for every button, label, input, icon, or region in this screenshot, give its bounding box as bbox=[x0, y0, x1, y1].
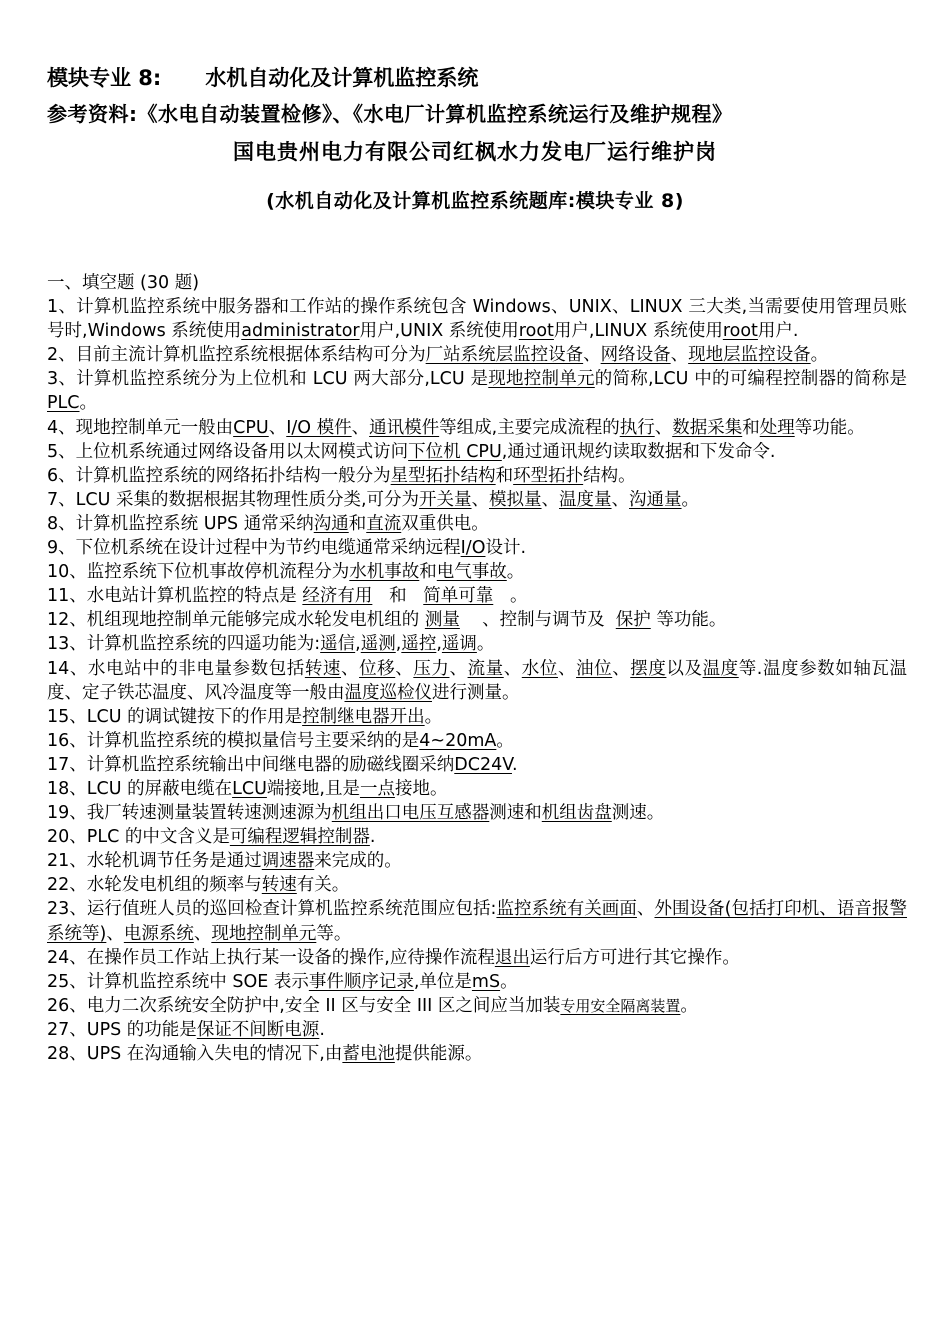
question-19: 19、我厂转速测量装置转速测速源为机组出口电压互感器测速和机组齿盘测速。 bbox=[47, 803, 665, 824]
answer: 可编程逻辑控制器 bbox=[229, 827, 370, 848]
answer: 保护 bbox=[615, 610, 651, 631]
company-line: 国电贵州电力有限公司红枫水力发电厂运行维护岗 bbox=[233, 140, 717, 164]
answer: 控制继电器开出 bbox=[302, 706, 425, 727]
answer: 遥调 bbox=[441, 634, 477, 655]
question-21: 21、水轮机调节任务是通过调速器来完成的。 bbox=[47, 851, 402, 872]
question-24: 24、在操作员工作站上执行某一设备的操作,应待操作流程退出运行后方可进行其它操作。 bbox=[47, 947, 740, 968]
answer: 遥测 bbox=[360, 634, 396, 655]
section-title: 一、填空题 (30 题) bbox=[47, 273, 200, 293]
answer: 油位 bbox=[576, 658, 613, 679]
question-14: 14、水电站中的非电量参数包括转速、位移、压力、流量、水位、油位、摆度以及温度等.温度参数如轴瓦温度、定子铁芯温度、风冷温度等一般由温度巡检仪进行测量。 bbox=[47, 658, 907, 703]
answer: 摆度 bbox=[630, 658, 667, 679]
question-1: 1、计算机监控系统中服务器和工作站的操作系统包含 Windows、UNIX、LINUX 三大类,当需要使用管理员账号时,Windows 系统使用administrator用户,UNIX 系统使用root用户,LINUX 系统使用root用户. bbox=[47, 297, 907, 342]
answer: 经济有用 bbox=[302, 586, 373, 607]
question-25: 25、计算机监控系统中 SOE 表示事件顺序记录,单位是mS。 bbox=[47, 971, 518, 992]
answer: 现地控制单元 bbox=[488, 369, 595, 390]
answer: 直流 bbox=[366, 513, 402, 534]
answer: 保证不间断电源 bbox=[196, 1019, 320, 1040]
question-26: 26、电力二次系统安全防护中,安全 II 区与安全 III 区之间应当加装专用安全隔离装置。 bbox=[47, 995, 698, 1016]
answer: 现地层监控设备 bbox=[688, 345, 811, 366]
answer: 开关量 bbox=[419, 489, 472, 510]
question-3: 3、计算机监控系统分为上位机和 LCU 两大部分,LCU 是现地控制单元的简称,LCU 中的可编程控制器的简称是PLC。 bbox=[47, 369, 907, 414]
question-6: 6、计算机监控系统的网络拓扑结构一般分为星型拓扑结构和环型拓扑结构。 bbox=[47, 465, 636, 486]
answer: 温度 bbox=[702, 658, 739, 679]
question-28: 28、UPS 在沟通输入失电的情况下,由蓄电池提供能源。 bbox=[47, 1044, 483, 1064]
answer: 电源系统 bbox=[123, 923, 194, 944]
answer: root bbox=[518, 321, 554, 342]
question-12: 12、机组现地控制单元能够完成水轮发电机组的 测量 、控制与调节及 保护 等功能。 bbox=[47, 610, 727, 631]
module-heading bbox=[47, 62, 478, 92]
question-2: 2、目前主流计算机监控系统根据体系结构可分为厂站系统层监控设备、网络设备、现地层监控设备。 bbox=[47, 345, 829, 366]
answer: 4~20mA bbox=[419, 730, 497, 751]
answer: 通讯模件 bbox=[369, 417, 440, 438]
answer: 水位 bbox=[521, 658, 558, 679]
answer: CPU bbox=[233, 417, 269, 438]
question-4: 4、现地控制单元一般由CPU、I/O 模件、通讯模件等组成,主要完成流程的执行、数据采集和处理等功能。 bbox=[47, 417, 865, 438]
answer: 一点 bbox=[359, 778, 395, 799]
answer: LCU bbox=[232, 778, 267, 799]
question-27: 27、UPS 的功能是保证不间断电源. bbox=[47, 1019, 325, 1040]
answer: 遥信 bbox=[320, 634, 356, 655]
answer: 水机事故 bbox=[349, 562, 420, 583]
answer: I/O 模件 bbox=[286, 417, 352, 438]
answer: 星型拓扑结构 bbox=[390, 465, 496, 486]
answer: 机组齿盘 bbox=[541, 803, 612, 824]
question-16: 16、计算机监控系统的模拟量信号主要采纳的是4~20mA。 bbox=[47, 730, 514, 751]
question-8: 8、计算机监控系统 UPS 通常采纳沟通和直流双重供电。 bbox=[47, 513, 489, 534]
answer: 机组出口电压互感器 bbox=[331, 803, 490, 824]
answer: mS bbox=[471, 971, 501, 992]
answer: 温度量 bbox=[559, 489, 612, 510]
answer: 转速 bbox=[261, 875, 297, 896]
answer: 沟通量 bbox=[629, 489, 682, 510]
answer: 执行 bbox=[619, 417, 655, 438]
answer: administrator bbox=[241, 321, 360, 342]
answer: 厂站系统层监控设备 bbox=[425, 345, 584, 366]
answer: 事件顺序记录 bbox=[308, 971, 414, 992]
answer: I/O bbox=[460, 538, 486, 559]
question-list bbox=[47, 271, 907, 1066]
answer: 测量 bbox=[424, 610, 460, 631]
answer: 专用安全隔离装置 bbox=[560, 996, 681, 1015]
answer: 下位机 CPU bbox=[408, 441, 502, 462]
answer: 处理 bbox=[759, 417, 795, 438]
answer: 沟通 bbox=[313, 513, 349, 534]
question-13: 13、计算机监控系统的四遥功能为:遥信,遥测,遥控,遥调。 bbox=[47, 634, 495, 655]
answer: 退出 bbox=[494, 947, 530, 968]
module-label: 模块专业 8: bbox=[47, 66, 162, 90]
answer: 简单可靠 bbox=[423, 586, 494, 607]
question-15: 15、LCU 的调试键按下的作用是控制继电器开出。 bbox=[47, 706, 443, 727]
answer: PLC bbox=[47, 393, 80, 414]
answer: root bbox=[722, 321, 758, 342]
answer: 调速器 bbox=[261, 851, 315, 872]
answer: 监控系统有关画面 bbox=[496, 899, 637, 920]
answer: 温度巡检仪 bbox=[344, 682, 432, 703]
references-line: 参考资料:《水电自动装置检修》、《水电厂计算机监控系统运行及维护规程》 bbox=[47, 102, 733, 126]
question-7: 7、LCU 采集的数据根据其物理性质分类,可分为开关量、模拟量、温度量、沟通量。 bbox=[47, 489, 700, 510]
question-23: 23、运行值班人员的巡回检查计算机监控系统范围应包括:监控系统有关画面、外围设备(包括打印机、语音报警系统等)、电源系统、现地控制单元等。 bbox=[47, 899, 908, 944]
answer: 数据采集 bbox=[672, 417, 743, 438]
answer: 流量 bbox=[467, 658, 504, 679]
answer: 电气事故 bbox=[436, 562, 507, 583]
answer: 遥控 bbox=[401, 634, 437, 655]
answer: 现地控制单元 bbox=[211, 923, 317, 944]
question-11: 11、水电站计算机监控的特点是 经济有用 和 简单可靠 。 bbox=[47, 586, 528, 607]
question-17: 17、计算机监控系统输出中间继电器的励磁线圈采纳DC24V. bbox=[47, 754, 518, 775]
question-5: 5、上位机系统通过网络设备用以太网模式访问下位机 CPU,通过通讯规约读取数据和下发命令. bbox=[47, 441, 776, 462]
answer: 模拟量 bbox=[489, 489, 542, 510]
answer: 蓄电池 bbox=[342, 1044, 395, 1064]
question-10: 10、监控系统下位机事故停机流程分为水机事故和电气事故。 bbox=[47, 562, 525, 583]
question-20: 20、PLC 的中文含义是可编程逻辑控制器. bbox=[47, 827, 376, 848]
question-18: 18、LCU 的屏蔽电缆在LCU端接地,且是一点接地。 bbox=[47, 778, 448, 799]
answer: 外围设备(包括打印机、语音报警系统等) bbox=[47, 899, 908, 944]
question-9: 9、下位机系统在设计过程中为节约电缆通常采纳远程I/O设计. bbox=[47, 538, 527, 559]
answer: 位移 bbox=[359, 658, 396, 679]
answer: 环型拓扑 bbox=[513, 465, 584, 486]
answer: 网络设备 bbox=[600, 345, 671, 366]
answer: 压力 bbox=[413, 658, 450, 679]
answer: DC24V bbox=[454, 754, 512, 775]
module-title: 水机自动化及计算机监控系统 bbox=[205, 66, 479, 90]
answer: 转速 bbox=[304, 658, 342, 679]
question-bank-title: (水机自动化及计算机监控系统题库:模块专业 8) bbox=[266, 190, 684, 212]
question-22: 22、水轮发电机组的频率与转速有关。 bbox=[47, 875, 350, 896]
